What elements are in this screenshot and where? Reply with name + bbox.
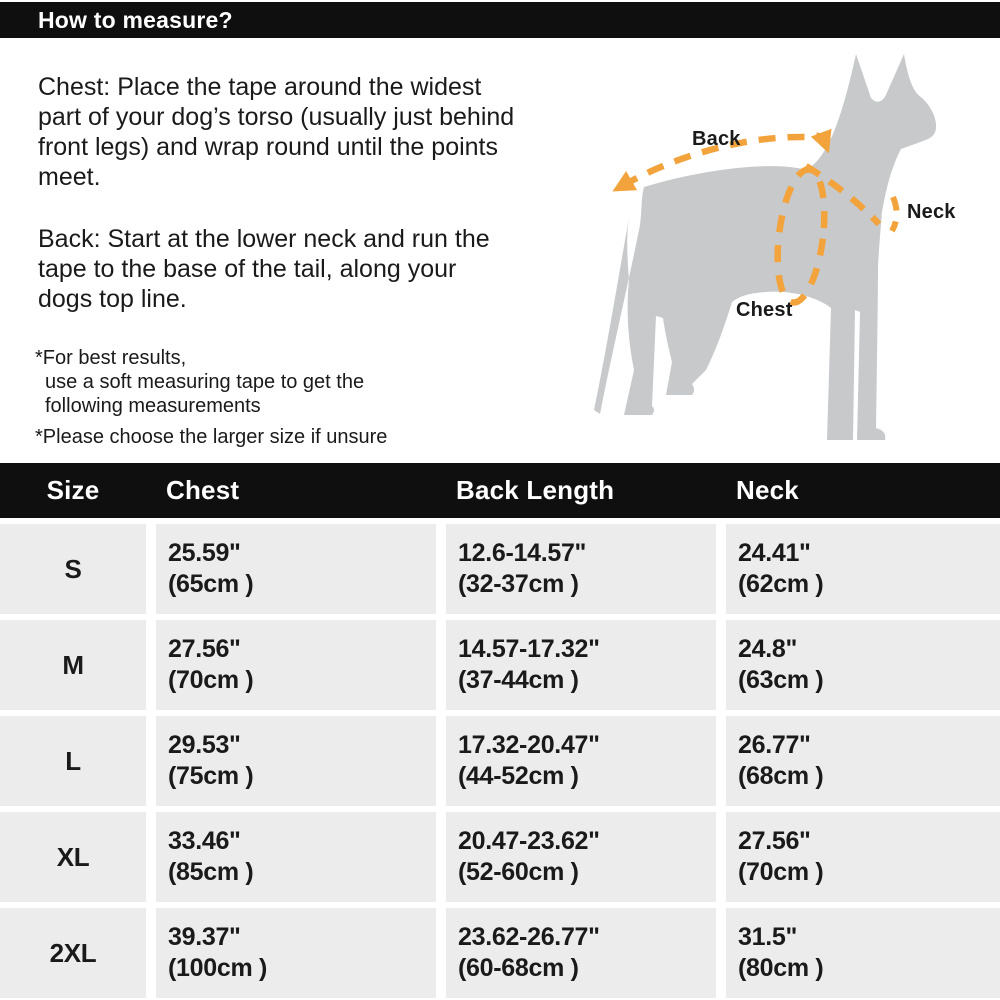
instruction-line: Back: Start at the lower neck and run the — [38, 225, 490, 253]
dog-measurement-diagram — [580, 40, 1000, 460]
dog-silhouette-illustration — [580, 40, 1000, 460]
table-row — [0, 524, 1000, 614]
cm-value: (62cm ) — [738, 570, 824, 598]
cm-value: (75cm ) — [168, 762, 254, 790]
back-instruction-paragraph — [38, 224, 578, 314]
inches-value: 17.32-20.47" — [458, 731, 600, 759]
inches-value: 14.57-17.32" — [458, 635, 600, 663]
instruction-line: meet. — [38, 163, 101, 191]
column-header-neck: Neck — [736, 475, 799, 505]
column-header-back-length: Back Length — [456, 475, 615, 505]
size-cell: M — [0, 620, 146, 710]
cm-value: (70cm ) — [168, 666, 254, 694]
neck-tape-side — [892, 197, 897, 231]
measuring-instructions — [35, 72, 578, 449]
instruction-line: dogs top line. — [38, 285, 187, 313]
inches-value: 12.6-14.57" — [458, 539, 587, 567]
neck-cell — [726, 812, 1000, 902]
instruction-line: tape to the base of the tail, along your — [38, 255, 457, 283]
neck-cell — [726, 908, 1000, 998]
size-cell: L — [0, 716, 146, 806]
instruction-line: part of your dog’s torso (usually just behind — [38, 103, 515, 131]
back-length-cell — [446, 812, 716, 902]
back-length-cell — [446, 908, 716, 998]
chest-instruction-paragraph — [38, 72, 578, 192]
size-cell: 2XL — [0, 908, 146, 998]
inches-value: 27.56" — [168, 635, 241, 663]
table-row — [0, 620, 1000, 710]
cm-value: (32-37cm ) — [458, 570, 579, 598]
size-cell: XL — [0, 812, 146, 902]
inches-value: 27.56" — [738, 827, 811, 855]
cm-value: (63cm ) — [738, 666, 824, 694]
neck-cell — [726, 716, 1000, 806]
chest-measure-label: Chest — [736, 299, 793, 321]
inches-value: 24.41" — [738, 539, 811, 567]
cm-value: (52-60cm ) — [458, 858, 579, 886]
footnote-line: following measurements — [45, 395, 261, 417]
size-chart-table — [0, 463, 1000, 998]
inches-value: 33.46" — [168, 827, 241, 855]
table-body — [0, 524, 1000, 998]
inches-value: 24.8" — [738, 635, 798, 663]
instruction-line: Chest: Place the tape around the widest — [38, 73, 482, 101]
dog-silhouette — [594, 54, 936, 440]
inches-value: 29.53" — [168, 731, 241, 759]
cm-value: (65cm ) — [168, 570, 254, 598]
table-header-row — [0, 463, 1000, 518]
inches-value: 23.62-26.77" — [458, 923, 600, 951]
table-row — [0, 812, 1000, 902]
inches-value: 20.47-23.62" — [458, 827, 600, 855]
cm-value: (44-52cm ) — [458, 762, 579, 790]
back-length-cell — [446, 716, 716, 806]
chest-cell — [156, 812, 436, 902]
inches-value: 31.5" — [738, 923, 798, 951]
back-length-cell — [446, 524, 716, 614]
neck-cell — [726, 620, 1000, 710]
inches-value: 26.77" — [738, 731, 811, 759]
neck-measure-label: Neck — [907, 201, 956, 223]
chest-cell — [156, 620, 436, 710]
chest-cell — [156, 524, 436, 614]
column-header-chest: Chest — [166, 475, 240, 505]
table-row — [0, 716, 1000, 806]
cm-value: (100cm ) — [168, 954, 268, 982]
cm-value: (68cm ) — [738, 762, 824, 790]
cm-value: (60-68cm ) — [458, 954, 579, 982]
footnote-line: use a soft measuring tape to get the — [45, 371, 365, 393]
back-length-cell — [446, 620, 716, 710]
size-cell: S — [0, 524, 146, 614]
cm-value: (80cm ) — [738, 954, 824, 982]
title-bar — [0, 2, 1000, 38]
neck-cell — [726, 524, 1000, 614]
cm-value: (37-44cm ) — [458, 666, 579, 694]
table-row — [0, 908, 1000, 998]
inches-value: 25.59" — [168, 539, 241, 567]
footnote-line: *Please choose the larger size if unsure — [35, 426, 388, 448]
chest-cell — [156, 716, 436, 806]
column-header-size: Size — [46, 475, 100, 505]
footnotes — [35, 346, 578, 449]
back-measure-label: Back — [692, 128, 741, 150]
instruction-line: front legs) and wrap round until the points — [38, 133, 498, 161]
footnote-line: *For best results, — [35, 347, 187, 369]
chest-cell — [156, 908, 436, 998]
inches-value: 39.37" — [168, 923, 241, 951]
page-title: How to measure? — [38, 6, 233, 33]
cm-value: (85cm ) — [168, 858, 254, 886]
cm-value: (70cm ) — [738, 858, 824, 886]
